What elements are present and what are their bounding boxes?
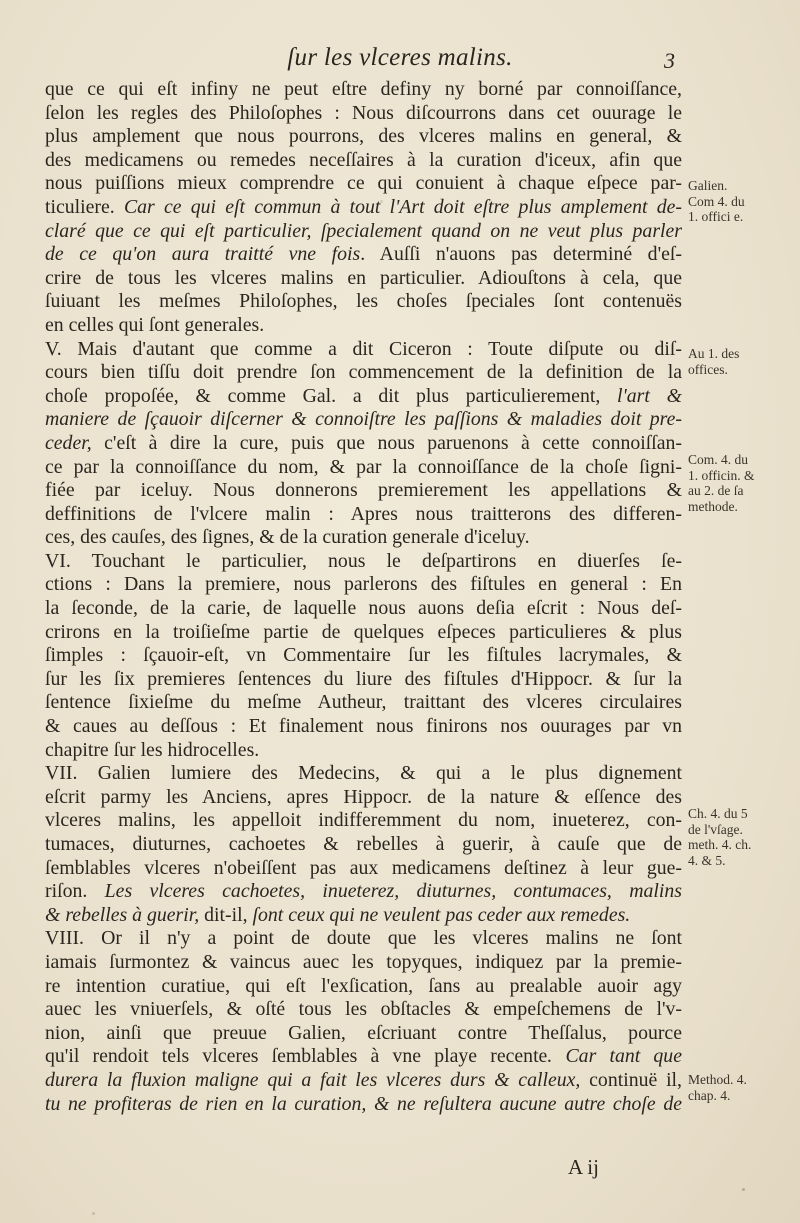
text-line: nous puiſſions mieux comprendre ce qui conuient à chaque eſpece par-	[45, 172, 682, 195]
text-line: fiée par iceluy. Nous donnerons premierement les appellations &	[45, 479, 682, 502]
paper-speck	[92, 1212, 95, 1215]
margin-note-line: offices.	[688, 361, 728, 377]
text-line: chapitre ſur les hidrocelles.	[45, 738, 260, 761]
margin-note-line: Com 4. du	[688, 193, 745, 209]
margin-note-line: 1. officin. &	[688, 467, 755, 483]
margin-note-line: methode.	[688, 498, 738, 514]
paper-speck	[380, 200, 383, 203]
text-line: eſcrit parmy les Anciens, apres Hippocr. de la nature & eſſence des	[45, 785, 682, 808]
margin-note	[688, 806, 796, 868]
text-line: nion, ainſi que preuue Galien, eſcriuant contre Theſſalus, pource	[45, 1021, 682, 1044]
margin-note-line: chap. 4.	[688, 1087, 731, 1103]
text-line: vlceres malins, les appelloit indifferemment du nom, inueterez, con-	[45, 809, 682, 832]
text-line: la ſeconde, de la carie, de laquelle nous auons deſia eſcrit : Nous deſ-	[45, 597, 682, 620]
text-line: durera la fluxion maligne qui a fait les vlceres durs & calleux, continuë il,	[45, 1068, 683, 1091]
text-line: choſe propoſée, & comme Gal. a dit plus particulierement, l'art &	[45, 384, 682, 407]
text-line: cours bien tiſſu doit prendre ſon commencement de la definition de la	[45, 361, 682, 384]
text-line: crirons en la troiſieſme partie de quelques eſpeces particulieres & plus	[45, 620, 682, 643]
text-line: plus amplement que nous pourrons, des vlceres malins en general, &	[45, 125, 682, 148]
margin-note	[688, 346, 796, 377]
text-line: VI. Touchant le particulier, nous le deſpartirons en diuerſes ſe-	[45, 549, 682, 572]
margin-note-line: 4. & 5.	[688, 852, 726, 868]
text-line: iamais ſurmontez & vaincus auec les topyques, indiquez par la premie-	[45, 950, 682, 973]
text-line: crire de tous les vlceres malins en particulier. Adiouſtons à cela, que	[45, 266, 682, 289]
text-line: de ce qu'on aura traitté vne fois. Auſſi n'auons pas determiné d'eſ-	[45, 243, 683, 266]
text-line: claré que ce qui eſt particulier, ſpecialement quand on ne veut plus parler	[45, 219, 682, 242]
text-line: ſentence ſixieſme du meſme Autheur, traittant des vlceres circulaires	[45, 691, 682, 714]
text-line: ces, des cauſes, des ſignes, & de la curation generale d'iceluy.	[45, 526, 530, 549]
margin-note	[688, 452, 796, 514]
margin-note-line: Ch. 4. du 5	[688, 806, 748, 821]
margin-note-line: Com. 4. du	[688, 452, 749, 467]
text-line: ceder, c'eſt à dire la cure, puis que nous paruenons à cette connoiſſan-	[45, 431, 682, 454]
text-line: ſelon les regles des Philoſophes : Nous diſcourrons dans cet ouurage le	[45, 101, 682, 124]
running-title: ſur les vlceres malins.	[287, 44, 513, 71]
text-line: que ce qui eſt infiny ne peut eſtre definy ny borné par connoiſſance,	[45, 78, 682, 100]
page-number: 3	[664, 48, 675, 73]
text-line: en celles qui ſont generales.	[45, 313, 265, 336]
text-line: & rebelles à guerir, dit-il, ſont ceux qui ne veulent pas ceder aux remedes.	[45, 903, 631, 926]
text-line: maniere de ſçauoir diſcerner & connoiſtre les paſſions & maladies doit pre-	[45, 408, 682, 431]
margin-note-line: meth. 4. ch.	[688, 837, 752, 852]
text-line: ſur les ſix premieres ſentences du liure des fiſtules d'Hippocr. & ſur la	[45, 667, 682, 690]
text-line: ce par la connoiſſance du nom, & par la connoiſſance de la choſe ſigni-	[45, 455, 682, 478]
text-line: riſon. Les vlceres cachoetes, inueterez, diuturnes, contumaces, malins	[45, 880, 682, 903]
margin-note-line: au 2. de ſa	[688, 483, 744, 498]
text-line: ticuliere. Car ce qui eſt commun à tout l'Art doit eſtre plus amplement de-	[45, 195, 682, 218]
text-line: auec les vniuerſels, & oſté tous les obſtacles & empeſchemens de l'v-	[45, 998, 682, 1021]
margin-note-line: de l'vſage.	[688, 821, 743, 837]
text-line: VII. Galien lumiere des Medecins, & qui a le plus dignement	[45, 762, 682, 785]
margin-note-line: 1. offici e.	[688, 209, 744, 224]
margin-note-line: Method. 4.	[688, 1072, 747, 1087]
text-line: deffinitions de l'vlcere malin : Apres nous traitterons des differen-	[45, 502, 682, 525]
text-line: ſemblables vlceres n'obeiſſent pas aux medicamens deſtinez à leur gue-	[45, 856, 682, 879]
text-line: V. Mais d'autant que comme a dit Ciceron : Toute diſpute ou diſ-	[45, 337, 682, 360]
text-line: ctions : Dans la premiere, nous parlerons des fiſtules en general : En	[45, 573, 682, 596]
margin-note	[688, 178, 796, 225]
text-line: tumaces, diuturnes, cachoetes & rebelles à guerir, à cauſe que de	[45, 833, 682, 855]
main-text-block	[45, 78, 682, 1116]
text-line: des medicamens ou remedes neceſſaires à la curation d'iceux, afin que	[45, 148, 682, 171]
text-line: ſuiuant les meſmes Philoſophes, les choſes ſpeciales ſont contenuës	[45, 290, 682, 313]
text-line: re intention curatiue, qui eſt l'exſication, ſans au prealable auoir agy	[45, 974, 682, 997]
text-line: VIII. Or il n'y a point de doute que les vlceres malins ne ſont	[45, 927, 682, 950]
signature-mark: A ij	[568, 1155, 599, 1179]
text-line: qu'il rendoit tels vlceres ſemblables à vne playe recente. Car tant que	[45, 1045, 682, 1068]
text-line: & caues au deſſous : Et finalement nous finirons nos ouurages par vn	[45, 715, 682, 738]
margin-note-line: Galien.	[688, 178, 728, 193]
margin-note	[688, 1072, 796, 1103]
text-line: ſimples : ſçauoir-eſt, vn Commentaire ſur les fiſtules lacrymales, &	[45, 644, 682, 667]
text-line: tu ne profiteras de rien en la curation, & ne reſultera aucune autre choſe de	[45, 1092, 682, 1115]
margin-note-line: Au 1. des	[688, 346, 740, 361]
paper-speck	[742, 1188, 745, 1191]
